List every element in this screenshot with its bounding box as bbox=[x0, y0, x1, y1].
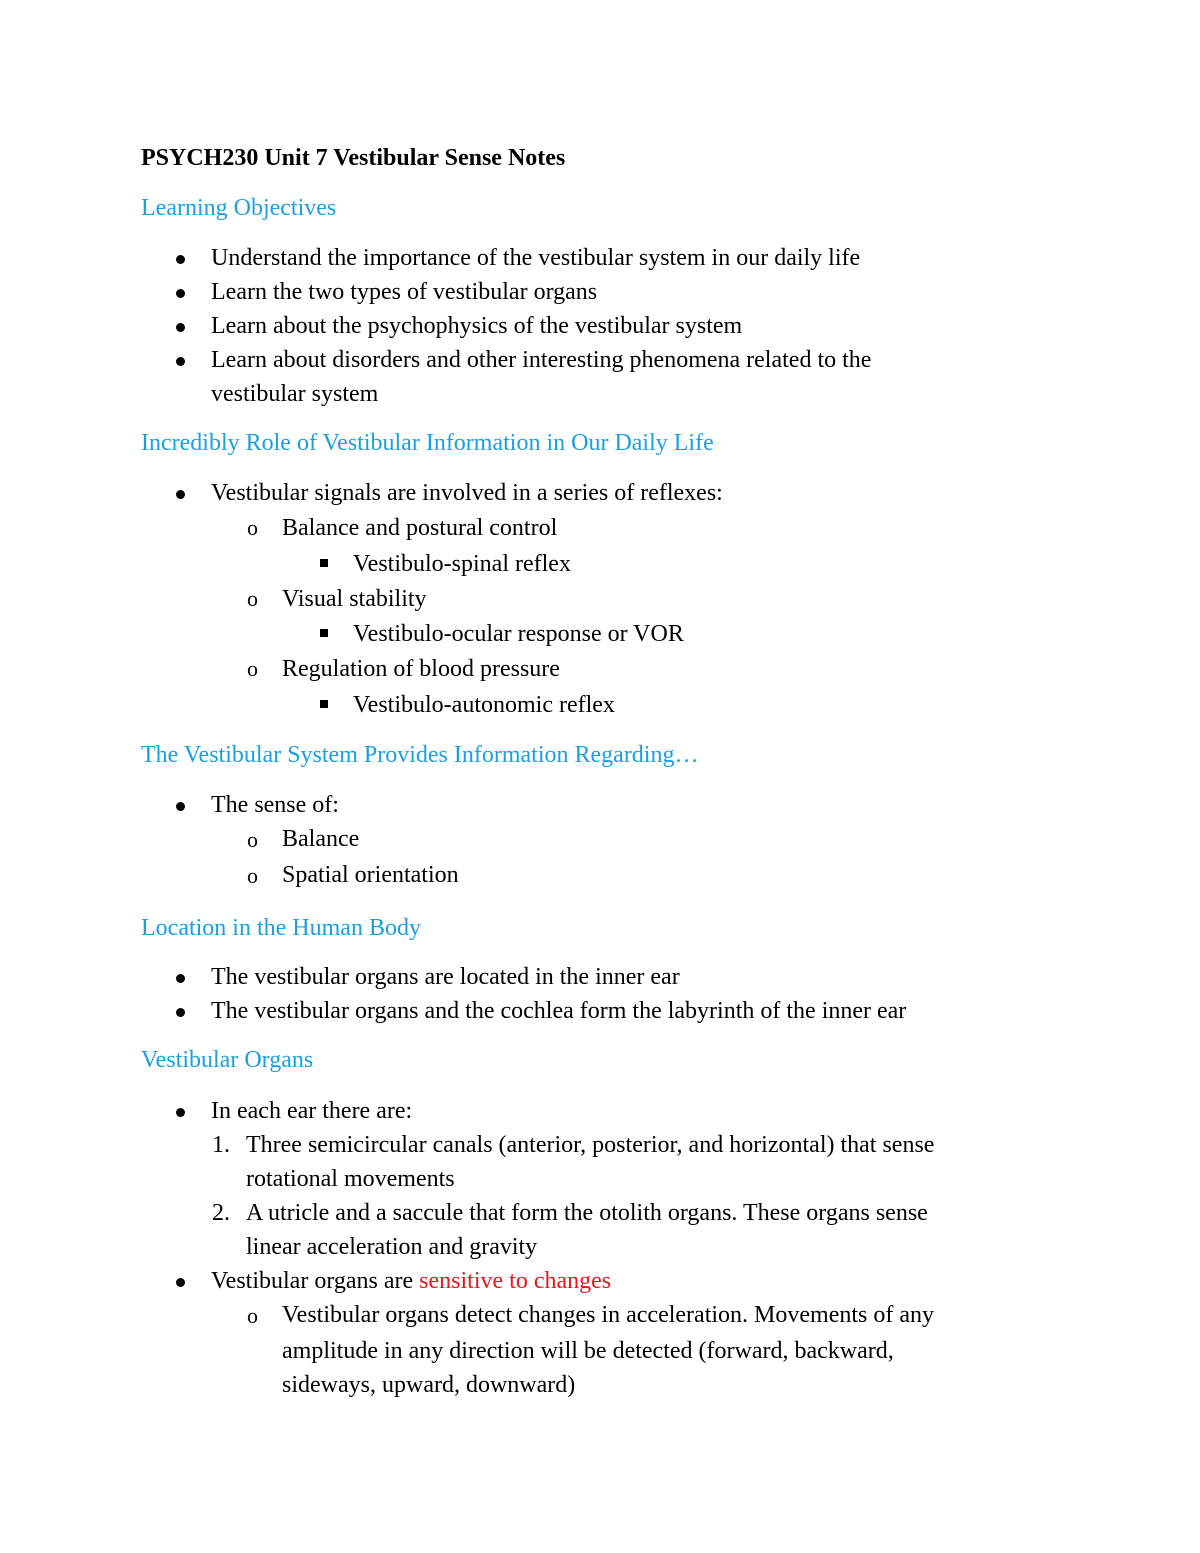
circle-bullet-icon: o bbox=[247, 656, 258, 681]
heading-role: Incredibly Role of Vestibular Information in Our Daily Life bbox=[141, 430, 714, 456]
role-subsub-item: Vestibulo-spinal reflex bbox=[353, 551, 571, 577]
organs-numbered-item-continued: linear acceleration and gravity bbox=[246, 1234, 538, 1260]
organs-sensitive-bullet bbox=[211, 1266, 611, 1296]
organs-numbered-item-continued: rotational movements bbox=[246, 1166, 455, 1192]
bullet-icon bbox=[176, 255, 185, 264]
document-title: PSYCH230 Unit 7 Vestibular Sense Notes bbox=[141, 145, 566, 171]
heading-location: Location in the Human Body bbox=[141, 915, 421, 941]
provides-sub-item: Spatial orientation bbox=[282, 862, 459, 888]
objective-item: Understand the importance of the vestibular system in our daily life bbox=[211, 245, 861, 271]
list-number: 1. bbox=[212, 1132, 230, 1158]
objective-item: Learn about disorders and other interesting phenomena related to the bbox=[211, 347, 872, 373]
objective-item: Learn the two types of vestibular organs bbox=[211, 279, 598, 305]
objective-item: Learn about the psychophysics of the vestibular system bbox=[211, 313, 743, 339]
heading-vestibular-organs: Vestibular Organs bbox=[141, 1047, 314, 1073]
sensitive-prefix: Vestibular organs are bbox=[211, 1268, 420, 1294]
sensitive-highlight: sensitive to changes bbox=[419, 1268, 612, 1294]
provides-sub-item: Balance bbox=[282, 826, 360, 852]
organs-numbered-item: Three semicircular canals (anterior, posterior, and horizontal) that sense bbox=[246, 1132, 935, 1158]
bullet-icon bbox=[176, 1008, 185, 1017]
bullet-icon bbox=[176, 1278, 185, 1287]
list-number: 2. bbox=[212, 1200, 230, 1226]
circle-bullet-icon: o bbox=[247, 1303, 258, 1328]
bullet-icon bbox=[176, 974, 185, 983]
location-item: The vestibular organs and the cochlea form the labyrinth of the inner ear bbox=[211, 998, 907, 1024]
role-sub-item: Visual stability bbox=[282, 586, 427, 612]
provides-bullet: The sense of: bbox=[211, 792, 339, 818]
organs-bullet: In each ear there are: bbox=[211, 1098, 413, 1124]
circle-bullet-icon: o bbox=[247, 515, 258, 540]
bullet-icon bbox=[176, 490, 185, 499]
role-subsub-item: Vestibulo-autonomic reflex bbox=[353, 692, 615, 718]
bullet-icon bbox=[176, 357, 185, 366]
role-bullet: Vestibular signals are involved in a series of reflexes: bbox=[211, 480, 723, 506]
circle-bullet-icon: o bbox=[247, 863, 258, 888]
organs-sub-item-continued: sideways, upward, downward) bbox=[282, 1372, 576, 1398]
organs-numbered-item: A utricle and a saccule that form the otolith organs. These organs sense bbox=[246, 1200, 928, 1226]
circle-bullet-icon: o bbox=[247, 586, 258, 611]
square-bullet-icon bbox=[320, 629, 328, 637]
organs-sub-item: Vestibular organs detect changes in acceleration. Movements of any bbox=[282, 1302, 934, 1328]
role-subsub-item: Vestibulo-ocular response or VOR bbox=[353, 621, 684, 647]
bullet-icon bbox=[176, 1108, 185, 1117]
heading-learning-objectives: Learning Objectives bbox=[141, 195, 337, 221]
objective-item-continued: vestibular system bbox=[211, 381, 379, 407]
circle-bullet-icon: o bbox=[247, 827, 258, 852]
organs-sub-item-continued: amplitude in any direction will be detected (forward, backward, bbox=[282, 1338, 894, 1364]
square-bullet-icon bbox=[320, 700, 328, 708]
heading-provides: The Vestibular System Provides Information Regarding… bbox=[141, 742, 699, 768]
bullet-icon bbox=[176, 802, 185, 811]
role-sub-item: Balance and postural control bbox=[282, 515, 558, 541]
square-bullet-icon bbox=[320, 559, 328, 567]
bullet-icon bbox=[176, 323, 185, 332]
location-item: The vestibular organs are located in the inner ear bbox=[211, 964, 680, 990]
bullet-icon bbox=[176, 289, 185, 298]
role-sub-item: Regulation of blood pressure bbox=[282, 656, 560, 682]
